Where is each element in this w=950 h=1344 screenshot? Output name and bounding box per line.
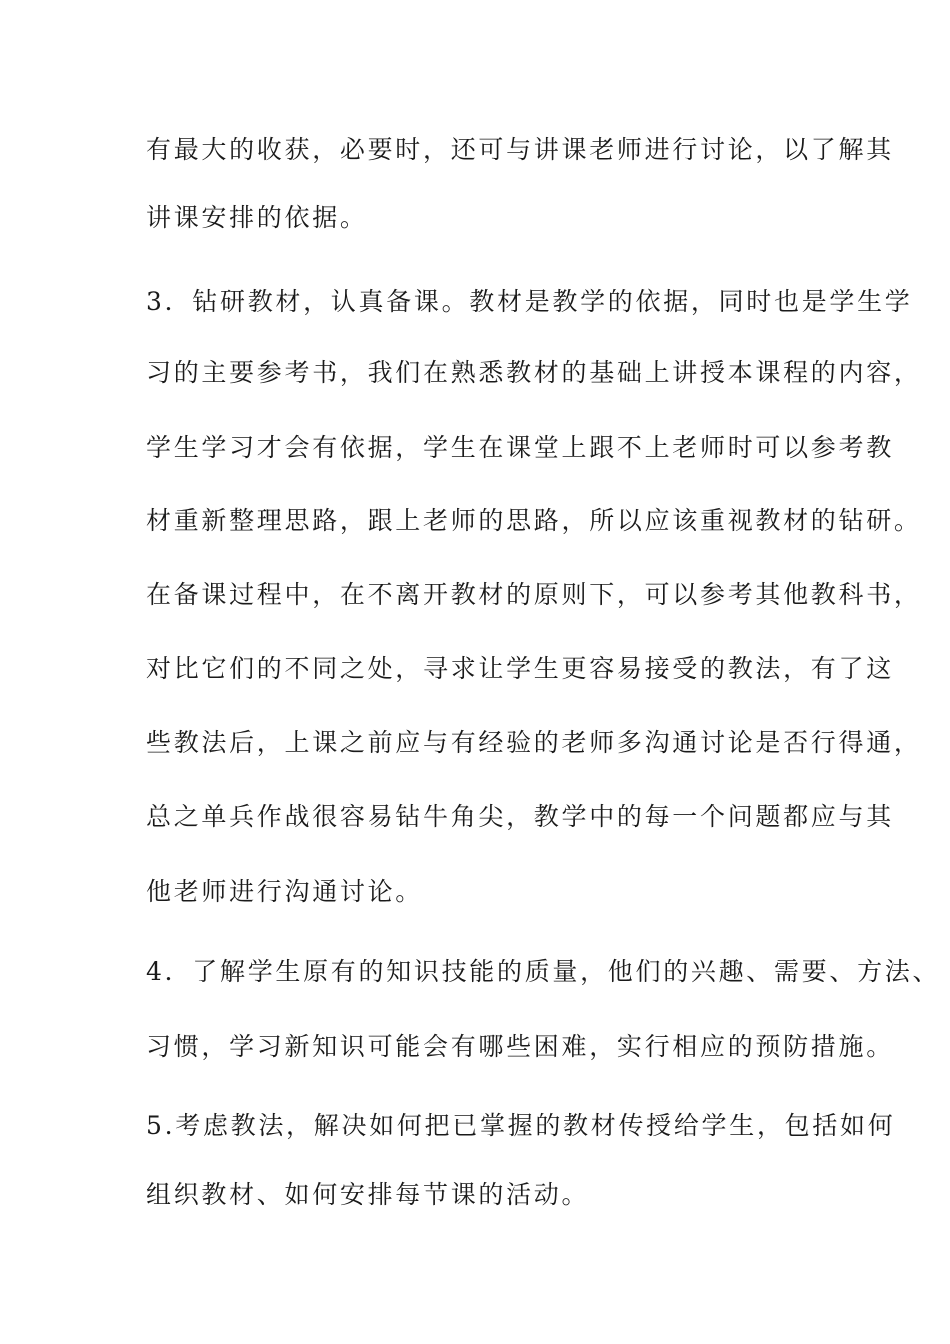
paragraph-line: 讲课安排的依据。	[146, 203, 368, 232]
paragraph-line: 习的主要参考书，我们在熟悉教材的基础上讲授本课程的内容，	[146, 358, 922, 387]
paragraph-line: 组织教材、如何安排每节课的活动。	[146, 1180, 590, 1209]
paragraph-line: 材重新整理思路，跟上老师的思路，所以应该重视教材的钻研。	[146, 506, 922, 535]
paragraph-line: 在备课过程中，在不离开教材的原则下，可以参考其他教科书，	[146, 580, 922, 609]
paragraph-line: 他老师进行沟通讨论。	[146, 877, 424, 906]
paragraph-line: 习惯，学习新知识可能会有哪些困难，实行相应的预防措施。	[146, 1032, 894, 1061]
paragraph-line: 些教法后，上课之前应与有经验的老师多沟通讨论是否行得通，	[146, 728, 922, 757]
paragraph-line: 对比它们的不同之处，寻求让学生更容易接受的教法，有了这	[146, 654, 894, 683]
paragraph-line: 有最大的收获，必要时，还可与讲课老师进行讨论，以了解其	[146, 135, 894, 164]
paragraph-line: 5.考虑教法，解决如何把已掌握的教材传授给学生，包括如何	[146, 1111, 896, 1140]
paragraph-line: 学生学习才会有依据，学生在课堂上跟不上老师时可以参考教	[146, 433, 894, 462]
paragraph-line: 总之单兵作战很容易钻牛角尖，教学中的每一个问题都应与其	[146, 802, 894, 831]
paragraph-line: 3．钻研教材，认真备课。教材是教学的依据，同时也是学生学	[146, 287, 913, 316]
paragraph-line: 4．了解学生原有的知识技能的质量，他们的兴趣、需要、方法、	[146, 957, 941, 986]
